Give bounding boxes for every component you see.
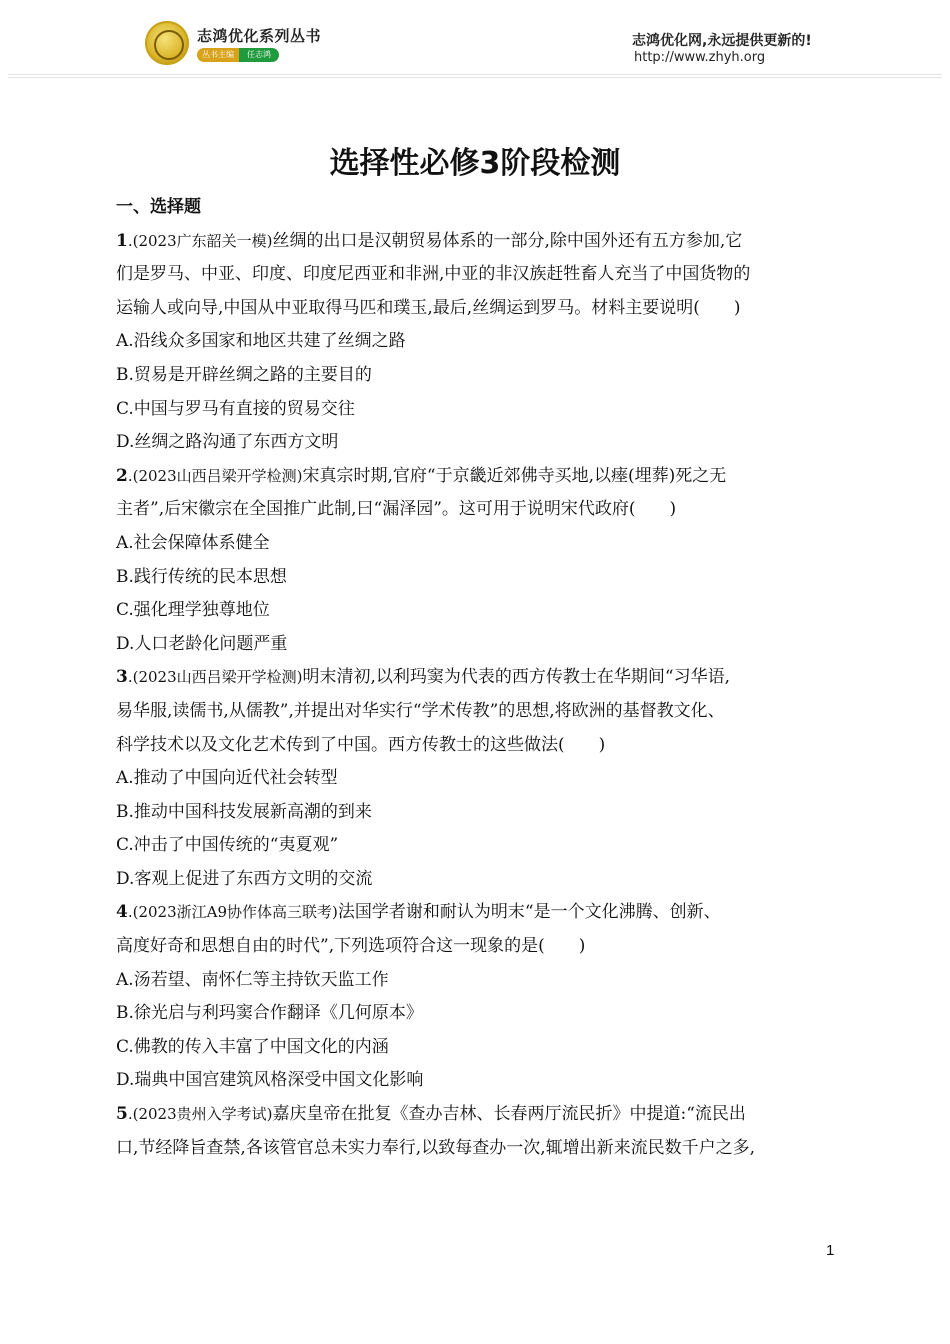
site-slogan: 志鸿优化网,永远提供更新的!	[632, 33, 812, 49]
page-number: 1	[826, 1242, 835, 1259]
page-header	[0, 0, 950, 84]
option-b: B.践行传统的民本思想	[116, 566, 287, 587]
question-stem-line: 法国学者谢和耐认为明末“是一个文化沸腾、创新、	[337, 902, 721, 923]
option-a: A.汤若望、南怀仁等主持钦天监工作	[116, 969, 389, 990]
question-stem-line: 们是罗马、中亚、印度、印度尼西亚和非洲,中亚的非汉族赶牲畜人充当了中国货物的	[116, 264, 751, 285]
question-stem-line: 科学技术以及文化艺术传到了中国。西方传教士的这些做法( )	[116, 734, 606, 755]
question-number: 2	[116, 465, 128, 486]
option-b: B.推动中国科技发展新高潮的到来	[116, 801, 372, 822]
question-stem-line: 运输人或向导,中国从中亚取得马匹和璞玉,最后,丝绸运到罗马。材料主要说明( )	[116, 297, 741, 318]
option-b: B.贸易是开辟丝绸之路的主要目的	[116, 364, 372, 385]
question-source: .(2023广东韶关一模)	[127, 231, 273, 250]
option-d: D.瑞典中国宫建筑风格深受中国文化影响	[116, 1070, 424, 1091]
question-stem-line: 明末清初,以利玛窦为代表的西方传教士在华期间“习华语,	[302, 667, 730, 688]
question-number: 3	[116, 667, 128, 688]
question-stem-line: 易华服,读儒书,从儒教”,并提出对华实行“学术传教”的思想,将欧洲的基督教文化、	[116, 700, 725, 721]
question-number: 4	[116, 902, 128, 923]
option-a: A.沿线众多国家和地区共建了丝绸之路	[116, 331, 406, 352]
document-title: 选择性必修3阶段检测	[329, 146, 621, 181]
option-c: C.中国与罗马有直接的贸易交往	[116, 398, 355, 419]
option-c: C.佛教的传入丰富了中国文化的内涵	[116, 1036, 389, 1057]
question-4	[116, 896, 836, 1098]
question-3	[116, 661, 836, 896]
question-5	[116, 1098, 836, 1165]
editor-tag	[197, 48, 279, 62]
editor-name: 任志鸿	[239, 48, 279, 62]
question-number: 5	[116, 1104, 128, 1125]
question-stem-line: 主者”,后宋徽宗在全国推广此制,曰“漏泽园”。这可用于说明宋代政府( )	[116, 499, 677, 520]
editor-label: 丛书主编	[197, 48, 239, 62]
series-title: 志鸿优化系列丛书	[197, 27, 322, 45]
question-1	[116, 225, 836, 460]
option-b: B.徐光启与利玛窦合作翻译《几何原本》	[116, 1003, 423, 1024]
header-divider	[8, 72, 942, 78]
question-source: .(2023浙江A9协作体高三联考)	[127, 903, 338, 922]
option-a: A.社会保障体系健全	[116, 532, 270, 553]
question-stem-line: 宋真宗时期,官府“于京畿近郊佛寺买地,以瘗(埋葬)死之无	[302, 465, 727, 486]
question-source: .(2023山西吕梁开学检测)	[127, 668, 303, 687]
question-source: .(2023贵州入学考试)	[127, 1105, 273, 1124]
question-first-line	[116, 225, 836, 259]
question-number: 1	[116, 230, 128, 251]
option-c: C.强化理学独尊地位	[116, 600, 270, 621]
option-d: D.丝绸之路沟通了东西方文明	[116, 432, 339, 453]
site-url[interactable]: http://www.zhyh.org	[634, 50, 766, 65]
question-stem-line: 高度好奇和思想自由的时代”,下列选项符合这一现象的是( )	[116, 936, 586, 957]
question-stem-line: 口,节经降旨查禁,各该管官总未实力奉行,以致每查办一次,辄增出新来流民数千户之多,	[116, 1137, 756, 1158]
option-d: D.人口老龄化问题严重	[116, 633, 288, 654]
question-source: .(2023山西吕梁开学检测)	[127, 466, 303, 485]
section-heading: 一、选择题	[116, 197, 201, 217]
question-first-line	[116, 661, 836, 695]
gold-seal-logo-icon	[145, 21, 189, 65]
option-c: C.冲击了中国传统的“夷夏观”	[116, 835, 339, 856]
question-first-line	[116, 896, 836, 930]
document-body	[116, 191, 836, 1165]
option-d: D.客观上促进了东西方文明的交流	[116, 868, 373, 889]
question-stem-line: 丝绸的出口是汉朝贸易体系的一部分,除中国外还有五方参加,它	[272, 230, 743, 251]
question-first-line	[116, 1098, 836, 1132]
option-a: A.推动了中国向近代社会转型	[116, 768, 338, 789]
question-stem-line: 嘉庆皇帝在批复《查办吉林、长春两厅流民折》中提道:“流民出	[272, 1104, 746, 1125]
question-2	[116, 460, 836, 662]
question-first-line	[116, 460, 836, 494]
